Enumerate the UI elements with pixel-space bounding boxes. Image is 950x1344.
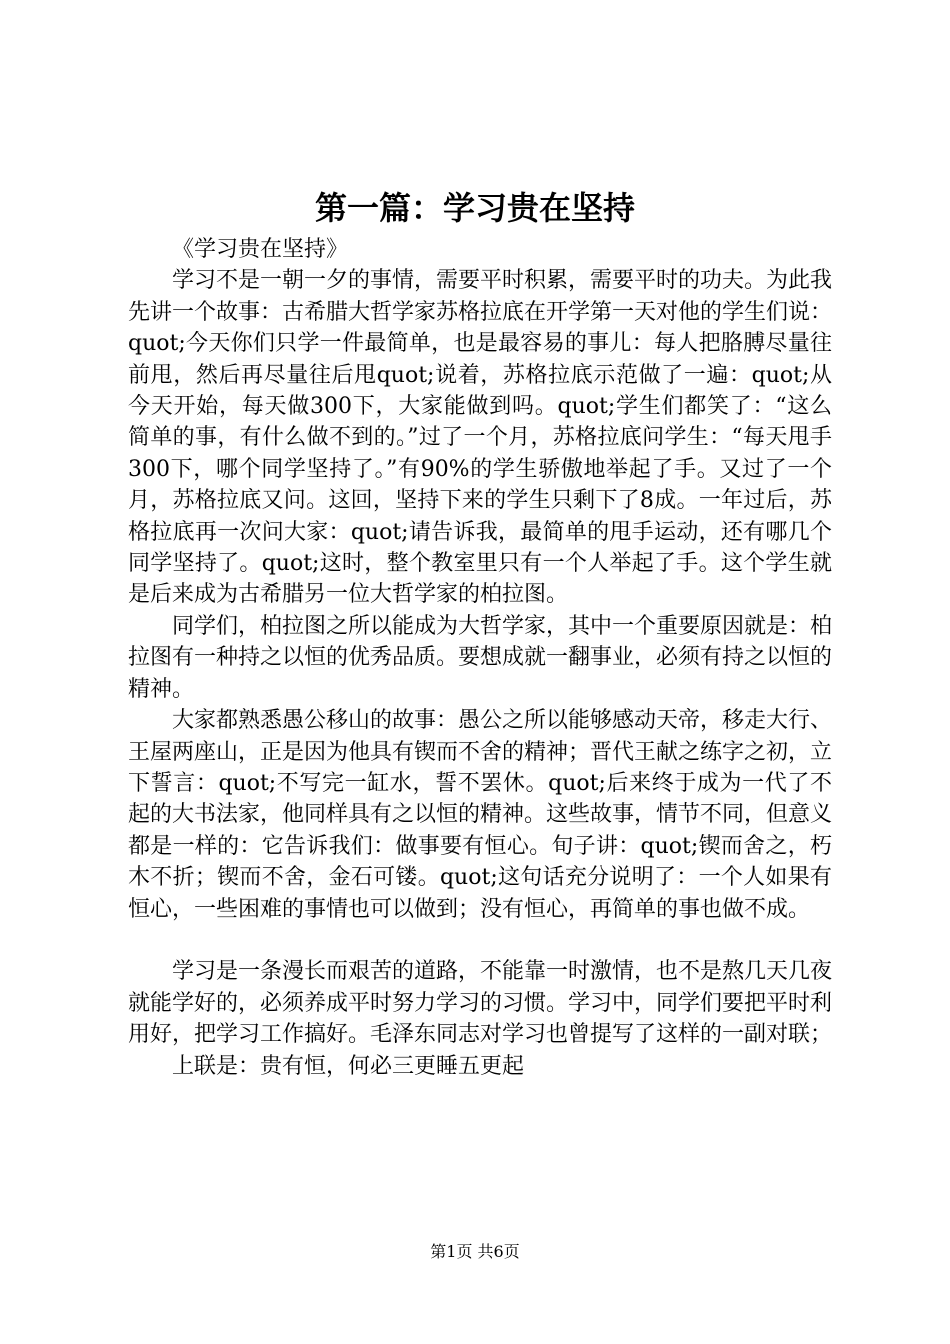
paragraph-couplet-first-line: 上联是：贵有恒，何必三更睡五更起 (172, 1053, 525, 1079)
document-body (128, 234, 832, 1082)
page-number-footer: 第1页 共6页 (430, 1242, 520, 1261)
paragraph-learning-path: 学习是一条漫长而艰苦的道路，不能靠一时激情，也不是熬几天几夜就能学好的，必须养成平时努力学习的习惯。学习中，同学们要把平时利用好，把学习工作搞好。毛泽东同志对学习也曾提写了这样的一副对联； (128, 959, 833, 1048)
paragraph-story-socrates: 学习不是一朝一夕的事情，需要平时积累，需要平时的功夫。为此我先讲一个故事：古希腊大哲学家苏格拉底在开学第一天对他的学生们说：quot;今天你们只学一件最简单，也是最容易的事儿：每人把胳膊尽量往前甩，然后再尽量往后甩quot;说着，苏格拉底示范做了一遍：quot;从今天开始，每天做300下，大家能做到吗。quot;学生们都笑了：“这么简单的事，有什么做不到的。”过了一个月，苏格拉底问学生：“每天甩手300下，哪个同学坚持了。”有90%的学生骄傲地举起了手。又过了一个月，苏格拉底又问。这回，坚持下来的学生只剩下了8成。一年过后，苏格拉底再一次问大家：quot;请告诉我，最简单的甩手运动，还有哪几个同学坚持了。quot;这时，整个教室里只有一个人举起了手。这个学生就是后来成为古希腊另一位大哲学家的柏拉图。 (128, 268, 833, 608)
article-subtitle: 《学习贵在坚持》 (172, 237, 349, 262)
paragraph-perseverance-examples: 大家都熟悉愚公移山的故事：愚公之所以能够感动天帝，移走大行、王屋两座山，正是因为他具有锲而不舍的精神；晋代王献之练字之初，立下誓言：quot;不写完一缸水，誓不罢休。quot;后来终于成为一代了不起的大书法家，他同样具有之以恒的精神。这些故事，情节不同，但意义都是一样的：它告诉我们：做事要有恒心。旬子讲：quot;锲而舍之，朽木不折；锲而不舍，金石可镂。quot;这句话充分说明了：一个人如果有恒心，一些困难的事情也可以做到；没有恒心，再简单的事也做不成。 (128, 708, 833, 922)
paragraph-plato-quality: 同学们，柏拉图之所以能成为大哲学家，其中一个重要原因就是：柏拉图有一种持之以恒的优秀品质。要想成就一翻事业，必须有持之以恒的精神。 (128, 613, 833, 702)
document-title: 第一篇：学习贵在坚持 (314, 189, 635, 227)
